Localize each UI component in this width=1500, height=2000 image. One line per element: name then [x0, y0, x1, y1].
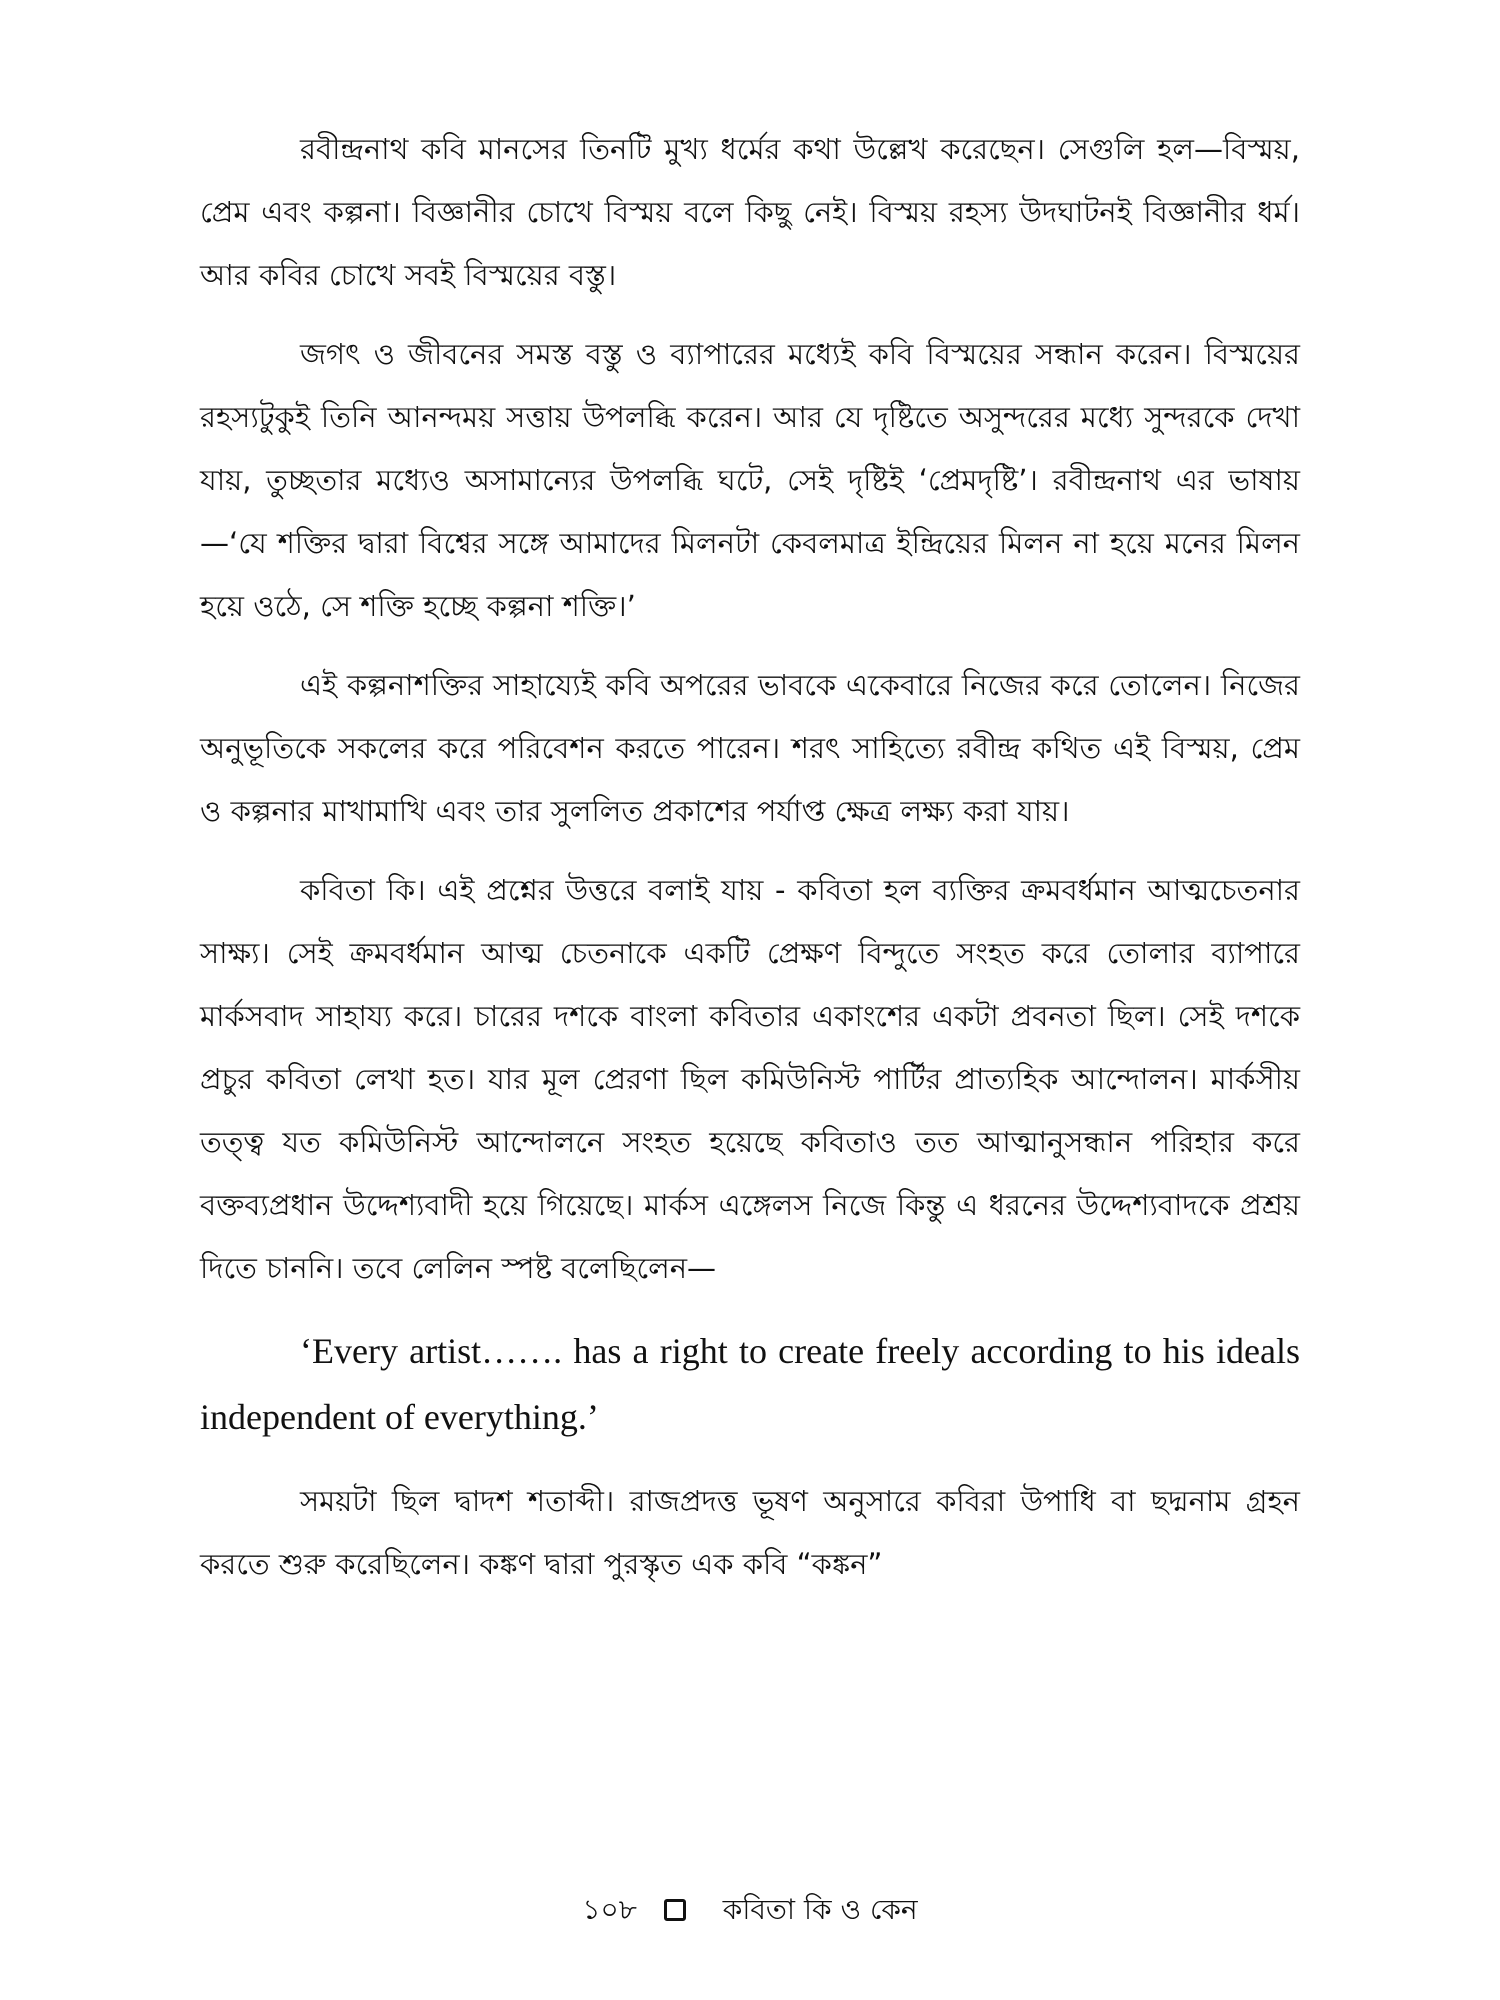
page-footer [0, 1888, 1500, 1935]
paragraph-3: এই কল্পনাশক্তির সাহায্যেই কবি অপরের ভাবকে একেবারে নিজের করে তোলেন। নিজের অনুভূতিকে সকলের করে পরিবেশন করতে পারেন। শরৎ সাহিত্যে রবীন্দ্র কথিত এই বিস্ময়, প্রেম ও কল্পনার মাখামাখি এবং তার সুললিত প্রকাশের পর্যাপ্ত ক্ষেত্র লক্ষ্য করা যায়। [200, 668, 1300, 828]
paragraph-4: কবিতা কি। এই প্রশ্নের উত্তরে বলাই যায় - কবিতা হল ব্যক্তির ক্রমবর্ধমান আত্মচেতনার সাক্ষ্য। সেই ক্রমবর্ধমান আত্ম চেতনাকে একটি প্রেক্ষণ বিন্দুতে সংহত করে তোলার ব্যাপারে মার্কসবাদ সাহায্য করে। চারের দশকে বাংলা কবিতার একাংশের একটা প্রবনতা ছিল। সেই দশকে প্রচুর কবিতা লেখা হত। যার মূল প্রেরণা ছিল কমিউনিস্ট পার্টির প্রাত্যহিক আন্দোলন। মার্কসীয় তত্ত্ব যত কমিউনিস্ট আন্দোলনে সংহত হয়েছে কবিতাও তত আত্মানুসন্ধান পরিহার করে বক্তব্যপ্রধান উদ্দেশ্যবাদী হয়ে গিয়েছে। মার্কস এঙ্গেলস নিজে কিন্তু এ ধরনের উদ্দেশ্যবাদকে প্রশ্রয় দিতে চাননি। তবে লেলিন স্পষ্ট বলেছিলেন— [200, 873, 1300, 1285]
paragraph-1: রবীন্দ্রনাথ কবি মানসের তিনটি মুখ্য ধর্মের কথা উল্লেখ করেছেন। সেগুলি হল—বিস্ময়, প্রেম এবং কল্পনা। বিজ্ঞানীর চোখে বিস্ময় বলে কিছু নেই। বিস্ময় রহস্য উদঘাটনই বিজ্ঞানীর ধর্ম। আর কবির চোখে সবই বিস্ময়ের বস্তু। [200, 132, 1300, 292]
page-body [200, 118, 1300, 1612]
paragraph-5: সময়টা ছিল দ্বাদশ শতাব্দী। রাজপ্রদত্ত ভূষণ অনুসারে কবিরা উপাধি বা ছদ্মনাম গ্রহন করতে শুরু করেছিলেন। কঙ্কণ দ্বারা পুরস্কৃত এক কবি “কঙ্কন” [200, 1484, 1300, 1581]
paragraph-2: জগৎ ও জীবনের সমস্ত বস্তু ও ব্যাপারের মধ্যেই কবি বিস্ময়ের সন্ধান করেন। বিস্ময়ের রহস্যটুকুই তিনি আনন্দময় সত্তায় উপলব্ধি করেন। আর যে দৃষ্টিতে অসুন্দরের মধ্যে সুন্দরকে দেখা যায়, তুচ্ছতার মধ্যেও অসামান্যের উপলব্ধি ঘটে, সেই দৃষ্টিই ‘প্রেমদৃষ্টি’। রবীন্দ্রনাথ এর ভাষায় —‘যে শক্তির দ্বারা বিশ্বের সঙ্গে আমাদের মিলনটা কেবলমাত্র ইন্দ্রিয়ের মিলন না হয়ে মনের মিলন হয়ে ওঠে, সে শক্তি হচ্ছে কল্পনা শক্তি।’ [200, 337, 1300, 623]
page-number: ১০৮ [582, 1893, 637, 1926]
english-quote: ‘Every artist……. has a right to create freely according to his ideals independent of everything.’ [200, 1331, 1300, 1437]
square-box-icon [664, 1899, 686, 1921]
book-title: কবিতা কি ও কেন [722, 1893, 918, 1926]
